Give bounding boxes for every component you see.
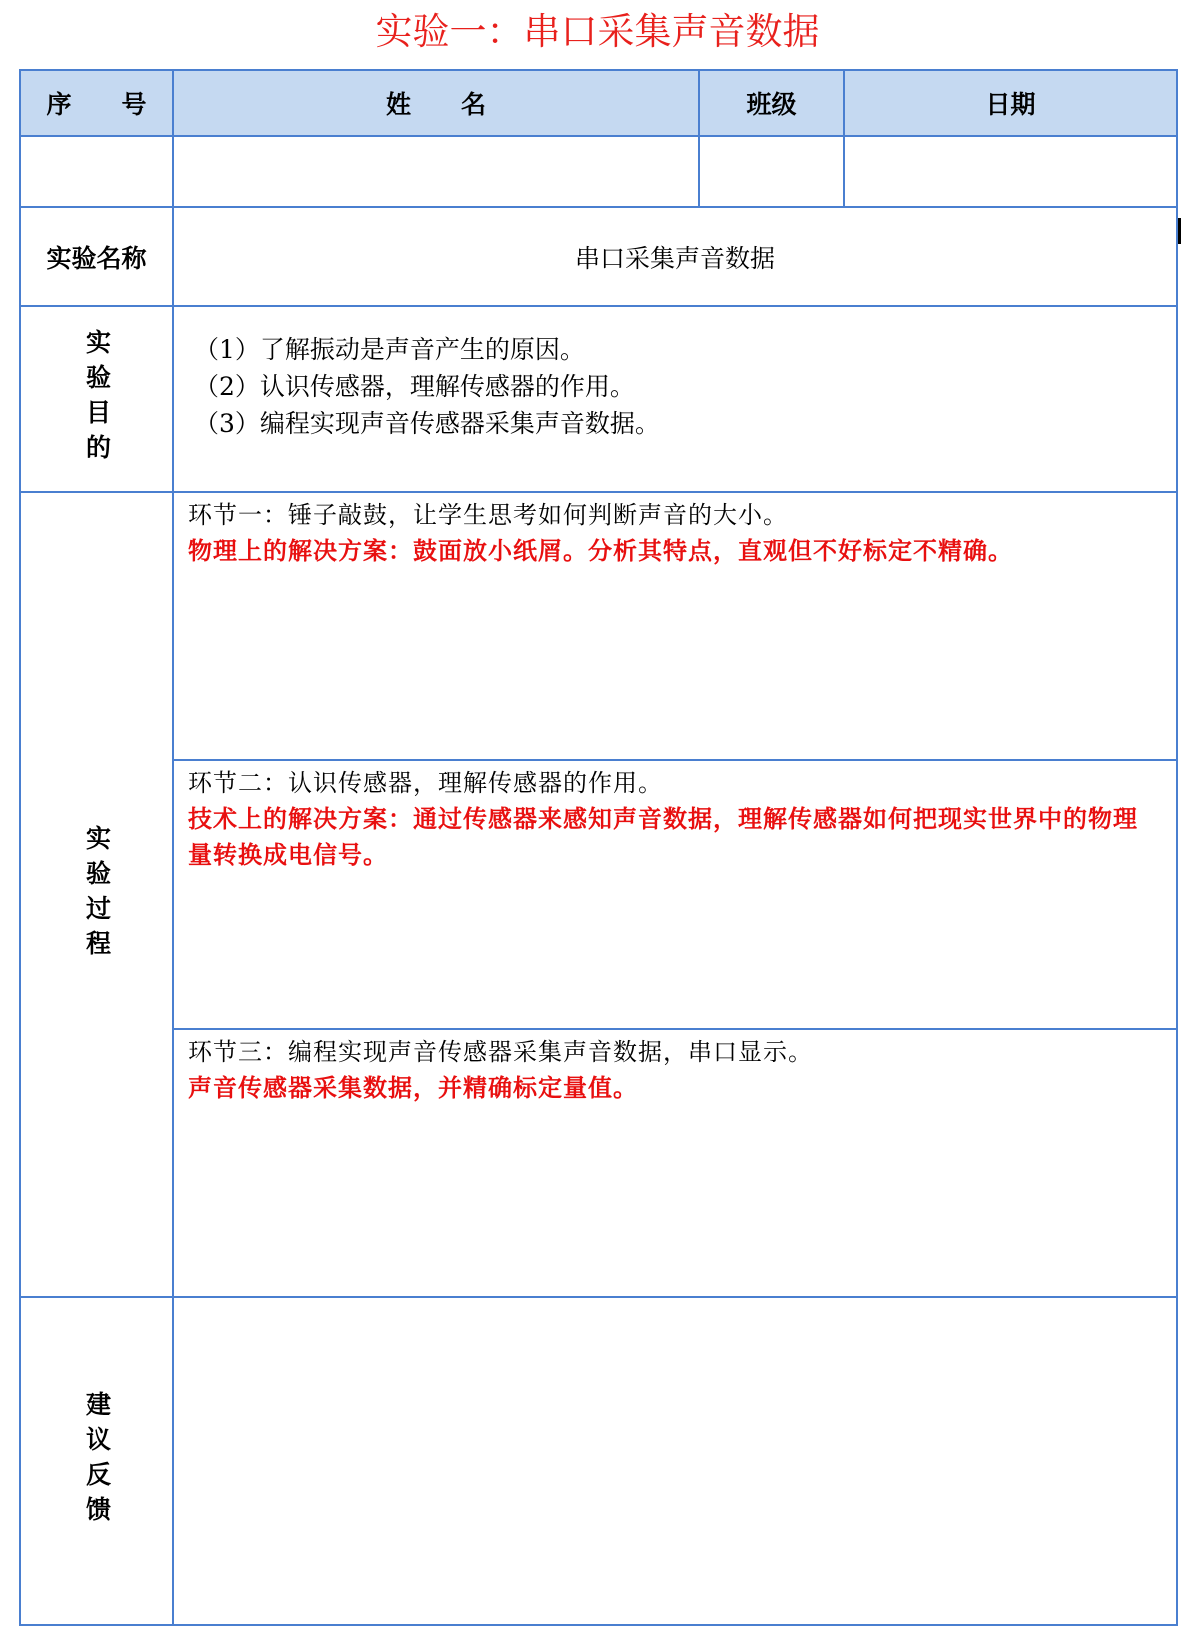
purpose-content — [174, 307, 1176, 491]
process-step-2 — [174, 761, 1176, 1028]
feedback-field[interactable] — [174, 1298, 1176, 1624]
document-title: 实验一：串口采集声音数据 — [375, 10, 820, 53]
step-3-heading: 环节三：编程实现声音传感器采集声音数据，串口显示。 — [188, 1038, 813, 1066]
purpose-label: 实验目的 — [82, 329, 112, 469]
number-field[interactable] — [21, 137, 172, 206]
header-number-label: 序 号 — [46, 90, 147, 119]
step-3-answer: 声音传感器采集数据，并精确标定量值。 — [188, 1073, 638, 1102]
feedback-label: 建议反馈 — [82, 1391, 112, 1531]
header-class-label: 班级 — [746, 90, 797, 119]
purpose-item: （2）认识传感器，理解传感器的作用。 — [194, 372, 635, 401]
step-1-heading: 环节一：锤子敲鼓，让学生思考如何判断声音的大小。 — [188, 501, 788, 529]
step-2-heading: 环节二：认识传感器，理解传感器的作用。 — [188, 769, 663, 797]
process-step-1 — [174, 493, 1176, 759]
experiment-name-label: 实验名称 — [46, 243, 147, 273]
process-step-3 — [174, 1030, 1176, 1296]
header-name — [174, 71, 698, 135]
header-date — [845, 71, 1176, 135]
header-class — [700, 71, 843, 135]
experiment-form — [19, 69, 1178, 1626]
experiment-name-value: 串口采集声音数据 — [574, 243, 775, 273]
purpose-item: （1）了解振动是声音产生的原因。 — [194, 335, 585, 364]
header-date-label: 日期 — [985, 90, 1036, 119]
date-field[interactable] — [845, 137, 1176, 206]
purpose-item: （3）编程实现声音传感器采集声音数据。 — [194, 409, 660, 438]
step-1-answer: 物理上的解决方案：鼓面放小纸屑。分析其特点，直观但不好标定不精确。 — [188, 536, 1013, 565]
text-cursor-mark — [1178, 218, 1181, 244]
header-name-label: 姓 名 — [385, 90, 486, 119]
process-label: 实验过程 — [82, 824, 112, 965]
name-field[interactable] — [174, 137, 698, 206]
class-field[interactable] — [700, 137, 843, 206]
header-number — [21, 71, 172, 135]
step-2-answer: 技术上的解决方案：通过传感器来感知声音数据，理解传感器如何把现实世界中的物理量转换成电信号。 — [188, 804, 1138, 869]
